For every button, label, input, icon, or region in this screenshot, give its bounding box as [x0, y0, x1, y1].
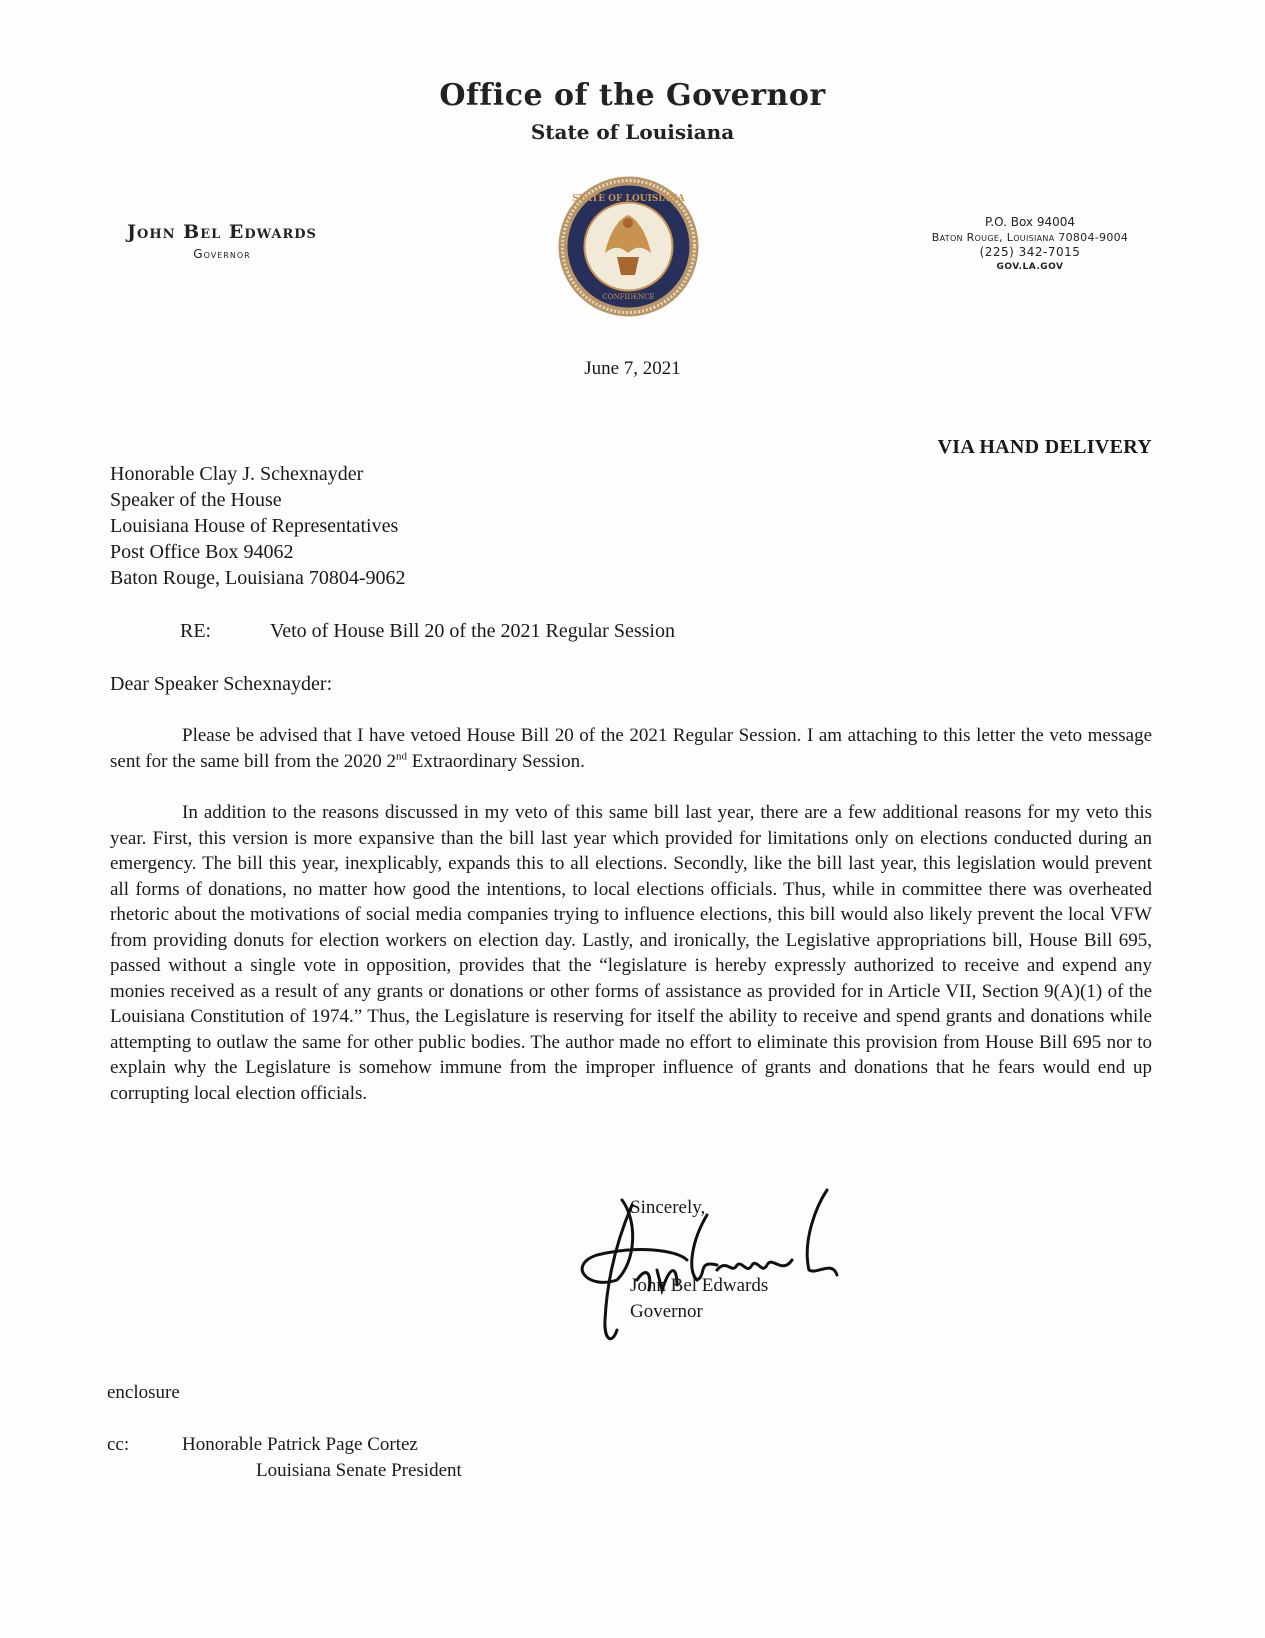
re-text: Veto of House Bill 20 of the 2021 Regular Session: [270, 620, 675, 642]
signer-title: Governor: [630, 1301, 703, 1322]
paragraph-1-text-end: Extraordinary Session.: [407, 750, 585, 772]
svg-text:CONFIDENCE: CONFIDENCE: [602, 293, 655, 301]
signer-name: John Bel Edwards: [630, 1275, 769, 1296]
louisiana-seal-icon: [557, 175, 700, 318]
recipient-line: Baton Rouge, Louisiana 70804-9062: [110, 567, 406, 589]
paragraph-1-text: Please be advised that I have vetoed House Bill 20 of the 2021 Regular Session. I am attaching to this letter the veto message sent for the same bill from the 2020 2: [110, 725, 1152, 772]
cc-title: Louisiana Senate President: [256, 1460, 462, 1481]
letterhead-subtitle: State of Louisiana: [530, 120, 735, 144]
contact-block: [880, 215, 1180, 275]
recipient-line: Honorable Clay J. Schexnayder: [110, 463, 364, 485]
city-address: Baton Rouge, Louisiana 70804-9004: [931, 231, 1129, 244]
ordinal-superscript: nd: [396, 750, 407, 763]
salutation: Dear Speaker Schexnayder:: [110, 673, 333, 695]
cc-name: Honorable Patrick Page Cortez: [182, 1434, 418, 1455]
governor-title: Governor: [193, 247, 251, 261]
governor-name: John Bel Edwards: [127, 221, 317, 243]
paragraph-2: In addition to the reasons discussed in my veto of this same bill last year, there are a few additional reasons for my veto this year. First, this version is more expansive than the bill last year which provided for limitations only on elections conducted during an emergency. The bill this year, inexplicably, expands this to all elections. Secondly, like the bill last year, this legislation would prevent all forms of donations, no matter how good the intentions, to local elections officials. Thus, while in committee there was overheated rhetoric about the motivations of social media companies trying to influence elections, this bill would also likely prevent the local VFW from providing donuts for election workers on election day. Lastly, and ironically, the Legislative appropriations bill, House Bill 695, passed without a single vote in opposition, provides that the “legislature is hereby expressly authorized to receive and expend any monies received as a result of any grants or donations or other forms of assistance as provided for in Article VII, Section 9(A)(1) of the Louisiana Constitution of 1974.” Thus, the Legislature is reserving for itself the ability to receive and spend grants and donations while attempting to outlaw the same for other public bodies. The author made no effort to eliminate this provision from House Bill 695 nor to explain why the Legislature is somehow immune from the improper influence of grants and donations that he fears would end up corrupting local election officials.: [110, 802, 1152, 1104]
signature-block: [630, 1195, 768, 1325]
subject-line: [180, 620, 675, 643]
svg-text:STATE OF LOUISIANA: STATE OF LOUISIANA: [572, 194, 685, 204]
website: GOV.LA.GOV: [996, 262, 1064, 272]
letterhead-title: Office of the Governor: [439, 78, 826, 113]
recipient-line: Speaker of the House: [110, 489, 282, 511]
cc-block: [107, 1432, 462, 1484]
delivery-method: VIA HAND DELIVERY: [937, 436, 1152, 458]
phone-number: (225) 342-7015: [979, 245, 1081, 259]
po-box: P.O. Box 94004: [984, 215, 1076, 229]
recipient-line: Post Office Box 94062: [110, 541, 294, 563]
recipient-line: Louisiana House of Representatives: [110, 515, 399, 537]
cc-label: cc:: [107, 1434, 130, 1455]
re-label: RE:: [180, 620, 212, 642]
enclosure-note: enclosure: [107, 1382, 180, 1403]
recipient-address: [110, 461, 406, 591]
closing-text: Sincerely,: [630, 1197, 706, 1218]
paragraph-1: [110, 723, 1152, 774]
letter-date: June 7, 2021: [584, 358, 681, 379]
